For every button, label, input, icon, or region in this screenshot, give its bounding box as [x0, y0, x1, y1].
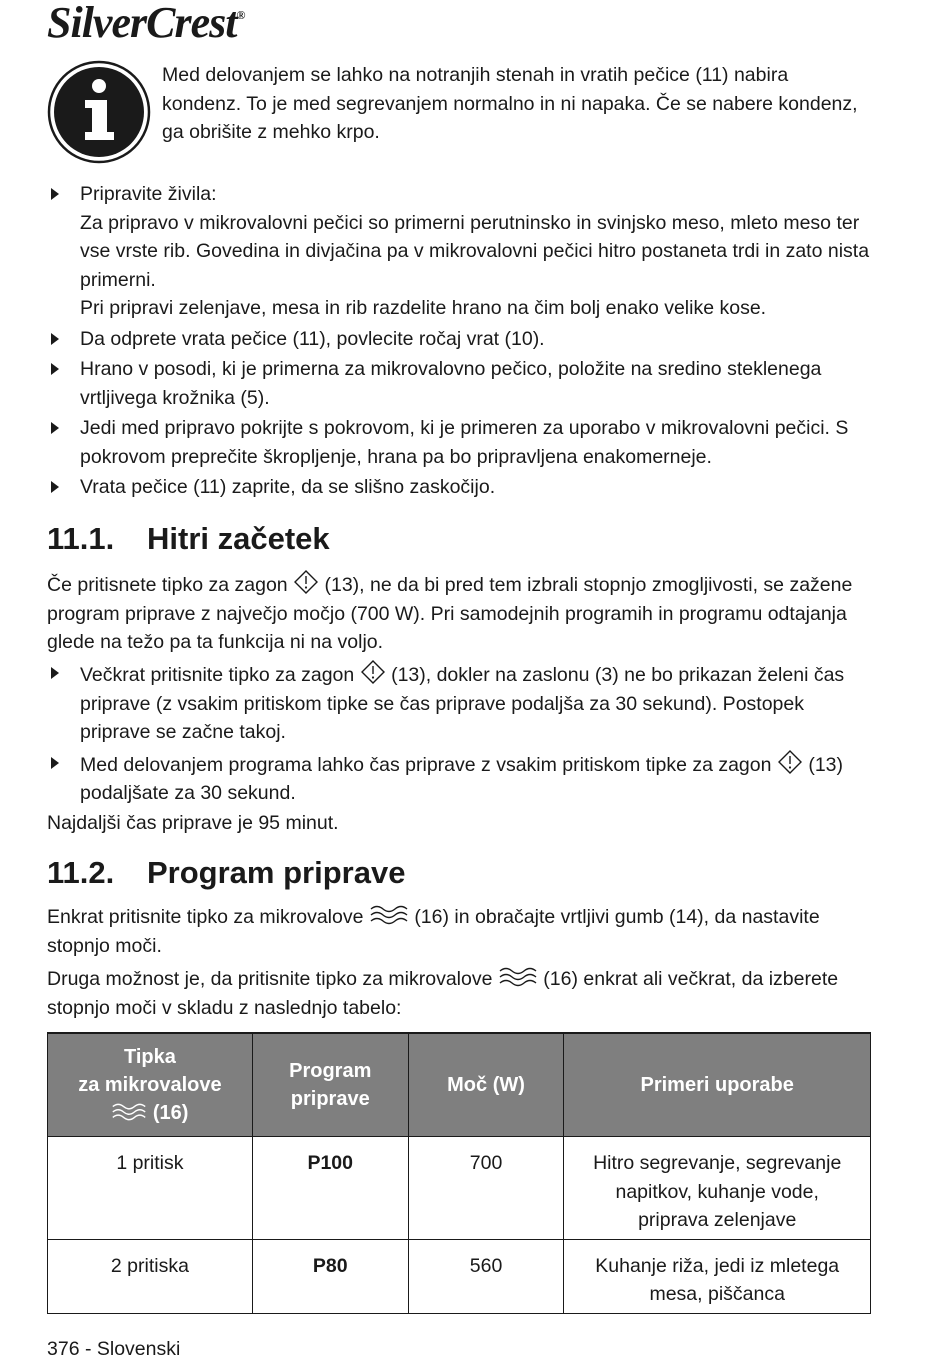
- cell-power: 700: [408, 1137, 564, 1240]
- start-key-icon: [777, 749, 803, 775]
- list-item: Da odprete vrata pečice (11), povlecite ročaj vrat (10).: [47, 325, 877, 354]
- cell-program: P100: [252, 1137, 408, 1240]
- cell-program: P80: [252, 1239, 408, 1313]
- cell-usage: Hitro segrevanje, segrevanje napitkov, kuhanje vode, priprava zelenjave: [564, 1137, 871, 1240]
- cooking-program-paragraph-2: Druga možnost je, da pritisnite tipko za mikrovalove (16) enkrat ali večkrat, da izberete stopnjo moči v skladu z naslednjo tabelo:: [47, 965, 877, 1022]
- header-usage-examples: Primeri uporabe: [564, 1033, 871, 1137]
- quick-start-max-time: Najdaljši čas priprave je 95 minut.: [47, 812, 339, 834]
- cell-power: 560: [408, 1239, 564, 1313]
- cell-press-count: 2 pritiska: [48, 1239, 253, 1313]
- table-row: [48, 1137, 871, 1240]
- triangle-bullet-icon: [51, 757, 59, 769]
- list-item: Jedi med pripravo pokrijte s pokrovom, ki je primeren za uporabo v mikrovalovni pečici. S pokrovom preprečite škropljenje, hrana pa bo pripravljena enakomerneje.: [47, 414, 877, 471]
- start-key-icon: [360, 659, 386, 685]
- triangle-bullet-icon: [51, 188, 59, 200]
- triangle-bullet-icon: [51, 363, 59, 375]
- list-item: Vrata pečice (11) zaprite, da se slišno zaskočijo.: [47, 473, 877, 502]
- list-item: Večkrat pritisnite tipko za zagon (13), dokler na zaslonu (3) ne bo prikazan želeni čas priprave (z vsakim pritiskom tipke se čas priprave podaljša za 30 sekund). Postopek priprave se začne takoj.: [47, 659, 877, 747]
- list-item: Pripravite živila: Za pripravo v mikrovalovni pečici so primerni perutninsko in svinjsko meso, mleto meso ter vse vrste rib. Govedina in divjačina pa v mikrovalovni pečici hitro postaneta trdi in zato nista primerni. Pri pripravi zelenjave, mesa in rib razdelite hrano na čim bolj enako velike kose.: [47, 180, 877, 323]
- cooking-program-paragraph-1: Enkrat pritisnite tipko za mikrovalove (16) in obračajte vrtljivi gumb (14), da nastavite stopnjo moči.: [47, 903, 877, 960]
- table-row: [48, 1239, 871, 1313]
- start-key-icon: [293, 569, 319, 595]
- brand-logo: SilverCrest®: [47, 0, 245, 47]
- section-heading-quick-start: 11.1. Hitri začetek: [47, 521, 330, 556]
- page-footer: 376 - Slovenski: [47, 1338, 181, 1360]
- triangle-bullet-icon: [51, 422, 59, 434]
- triangle-bullet-icon: [51, 333, 59, 345]
- preparation-steps: [47, 180, 877, 504]
- microwave-waves-icon: [111, 1101, 147, 1123]
- microwave-waves-icon: [369, 903, 409, 927]
- section-heading-cooking-program: 11.2. Program priprave: [47, 855, 406, 890]
- quick-start-intro: Če pritisnete tipko za zagon (13), ne da bi pred tem izbrali stopnjo zmogljivosti, se zažene program priprave z največjo močjo (700 W). Pri samodejnih programih in programu odtajanja glede na težo pa ta funkcija ni na voljo.: [47, 569, 877, 657]
- header-microwave-key: Tipka za mikrovalove (16): [48, 1033, 253, 1137]
- cell-usage: Kuhanje riža, jedi iz mletega mesa, piščanca: [564, 1239, 871, 1313]
- cell-press-count: 1 pritisk: [48, 1137, 253, 1240]
- table-header-row: [48, 1033, 871, 1137]
- list-item: Med delovanjem programa lahko čas priprave z vsakim pritiskom tipke za zagon (13) podaljšate za 30 sekund.: [47, 749, 877, 808]
- quick-start-steps: [47, 659, 877, 810]
- header-cooking-program: Program priprave: [252, 1033, 408, 1137]
- header-power: Moč (W): [408, 1033, 564, 1137]
- info-note: Med delovanjem se lahko na notranjih stenah in vratih pečice (11) nabira kondenz. To je med segrevanjem normalno in ni napaka. Če se nabere kondenz, ga obrišite z mehko krpo.: [162, 64, 858, 143]
- list-item: Hrano v posodi, ki je primerna za mikrovalovno pečico, položite na sredino steklenega vrtljivega krožnika (5).: [47, 355, 877, 412]
- power-level-table: [47, 1032, 871, 1314]
- triangle-bullet-icon: [51, 667, 59, 679]
- microwave-waves-icon: [498, 965, 538, 989]
- info-icon: [47, 60, 151, 164]
- triangle-bullet-icon: [51, 481, 59, 493]
